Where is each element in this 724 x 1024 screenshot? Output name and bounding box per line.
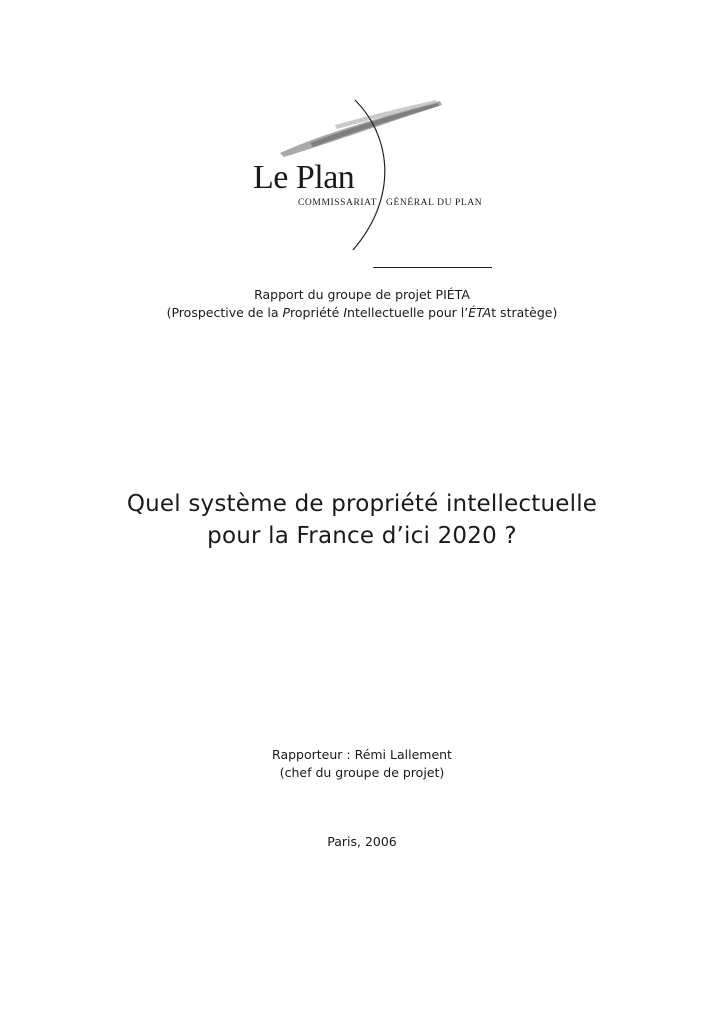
report-line-2-part: ntellectuelle pour l’ [347, 305, 469, 320]
report-line-2-part: P [282, 305, 291, 320]
title-line-1: Quel système de propriété intellectuelle [126, 491, 598, 517]
document-title [0, 488, 724, 552]
author-line-1: Rapporteur : Rémi Lallement [272, 747, 452, 762]
report-line-2-part: t stratège) [491, 305, 558, 320]
report-header [0, 286, 724, 322]
author-block [0, 746, 724, 782]
logo-title: Le Plan [253, 159, 355, 196]
report-line-2-part: ropriété [290, 305, 344, 320]
report-line-2-part: (Prospective de la [166, 305, 283, 320]
le-plan-logo [240, 95, 510, 255]
report-line-1: Rapport du groupe de projet PIÉTA [254, 287, 470, 302]
report-line-2 [0, 304, 724, 322]
author-line-2: (chef du groupe de projet) [279, 765, 445, 780]
report-line-2-part: ÉTA [468, 305, 492, 320]
place-date: Paris, 2006 [327, 834, 397, 849]
logo-subtitle-left: COMMISSARIAT [298, 198, 377, 208]
report-line-2-part: I [343, 305, 348, 320]
divider-rule [373, 267, 492, 268]
logo-subtitle-right: GÉNÉRAL DU PLAN [386, 198, 483, 208]
title-line-2: pour la France d’ici 2020 ? [207, 523, 517, 549]
